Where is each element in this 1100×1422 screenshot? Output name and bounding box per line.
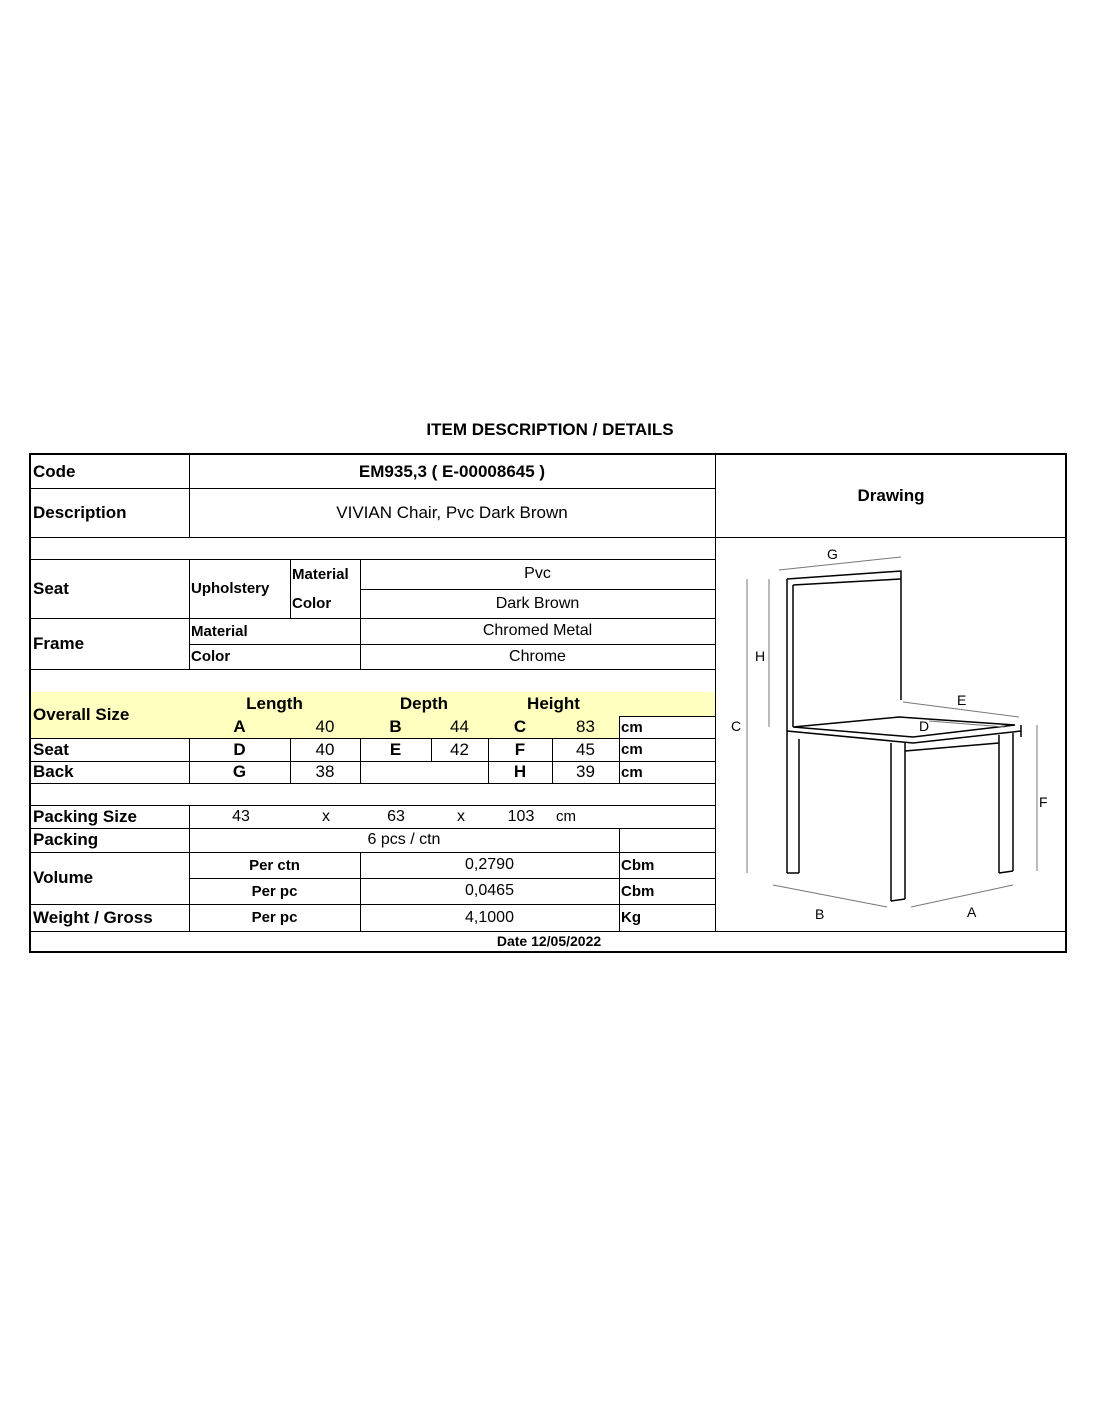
weight-per-pc-label: Per pc [251, 909, 298, 926]
frame-label: Frame [33, 633, 85, 653]
packing-unit: cm [556, 808, 576, 825]
dim-h-label: H [513, 762, 527, 781]
dim-line-g [779, 557, 901, 570]
chair-drawing [715, 537, 1067, 929]
letter-f: F [1039, 794, 1048, 810]
date-footer: Date 12/05/2022 [496, 933, 602, 949]
upholstery-label: Upholstery [191, 580, 270, 597]
dim-f-label: F [514, 739, 526, 759]
dim-b-label: B [360, 716, 431, 738]
back-size-label: Back [33, 762, 74, 781]
description-value: VIVIAN Chair, Pvc Dark Brown [336, 502, 568, 522]
code-label: Code [33, 461, 76, 481]
weight-unit: Kg [621, 909, 641, 926]
dim-g-value: 38 [315, 762, 335, 781]
letter-g: G [827, 546, 838, 562]
weight-value: 4,1000 [465, 908, 514, 926]
packing-width: 63 [387, 807, 405, 825]
seat-size-label: Seat [33, 739, 69, 759]
packing-value: 6 pcs / ctn [367, 831, 441, 848]
seat-unit: cm [621, 741, 643, 758]
seat-color-value: Dark Brown [495, 594, 580, 612]
letter-d: D [919, 718, 930, 734]
backrest-inner-top [793, 579, 901, 585]
dim-a-value: 40 [290, 716, 360, 738]
packing-height: 103 [507, 807, 535, 825]
drawing-label: Drawing [857, 486, 925, 505]
height-header: Height [488, 692, 619, 716]
rule [31, 669, 715, 670]
frame-color-value: Chrome [509, 647, 566, 665]
seat-material-label: Material [292, 565, 349, 583]
dim-c-label: C [488, 716, 552, 738]
volume-per-ctn-label: Per ctn [249, 856, 300, 874]
rule [31, 783, 715, 784]
dim-h-value: 39 [576, 762, 595, 781]
volume-label: Volume [33, 868, 94, 887]
item-details-sheet [29, 453, 1067, 953]
length-header: Length [189, 692, 360, 716]
dim-e-label: E [389, 739, 402, 759]
overall-size-label: Overall Size [31, 692, 189, 738]
code-value: EM935,3 ( E-00008645 ) [358, 461, 546, 481]
letter-a: A [967, 904, 977, 920]
seat-material-value: Pvc [524, 565, 551, 582]
letter-h: H [755, 648, 766, 664]
frame-color-label: Color [191, 648, 231, 665]
seat-color-label: Color [292, 595, 332, 612]
depth-header: Depth [360, 692, 488, 716]
backrest-outline [787, 571, 901, 700]
volume-per-pc-value: 0,0465 [465, 882, 514, 899]
seat-label: Seat [33, 578, 69, 598]
volume-per-ctn-unit: Cbm [621, 856, 655, 874]
letter-b: B [815, 906, 825, 922]
packing-label: Packing [33, 830, 99, 849]
packing-length: 43 [232, 807, 250, 825]
volume-per-pc-label: Per pc [251, 882, 298, 900]
volume-per-pc-unit: Cbm [621, 882, 655, 900]
dim-a-label: A [189, 716, 290, 738]
frame-material-label: Material [191, 622, 248, 640]
dim-line-b [773, 885, 887, 907]
weight-label: Weight / Gross [33, 907, 153, 927]
packing-size-label: Packing Size [33, 806, 137, 826]
letter-e: E [957, 692, 967, 708]
volume-per-ctn-value: 0,2790 [465, 856, 514, 873]
dim-line-a [911, 885, 1013, 907]
dim-b-value: 44 [431, 716, 488, 738]
dim-e-value: 42 [450, 739, 469, 759]
dim-d-value: 40 [315, 739, 335, 759]
dim-c-value: 83 [552, 716, 619, 738]
description-label: Description [33, 502, 127, 522]
dim-f-value: 45 [576, 739, 595, 759]
header-spacer [619, 692, 715, 716]
dim-g-label: G [232, 762, 247, 781]
packing-x2: x [457, 807, 465, 825]
packing-x1: x [322, 807, 330, 825]
dim-d-label: D [233, 739, 246, 759]
frame-material-value: Chromed Metal [482, 622, 593, 639]
letter-c: C [731, 718, 742, 734]
back-unit: cm [621, 763, 643, 781]
overall-unit: cm [621, 718, 643, 736]
document-title: ITEM DESCRIPTION / DETAILS [426, 420, 674, 439]
